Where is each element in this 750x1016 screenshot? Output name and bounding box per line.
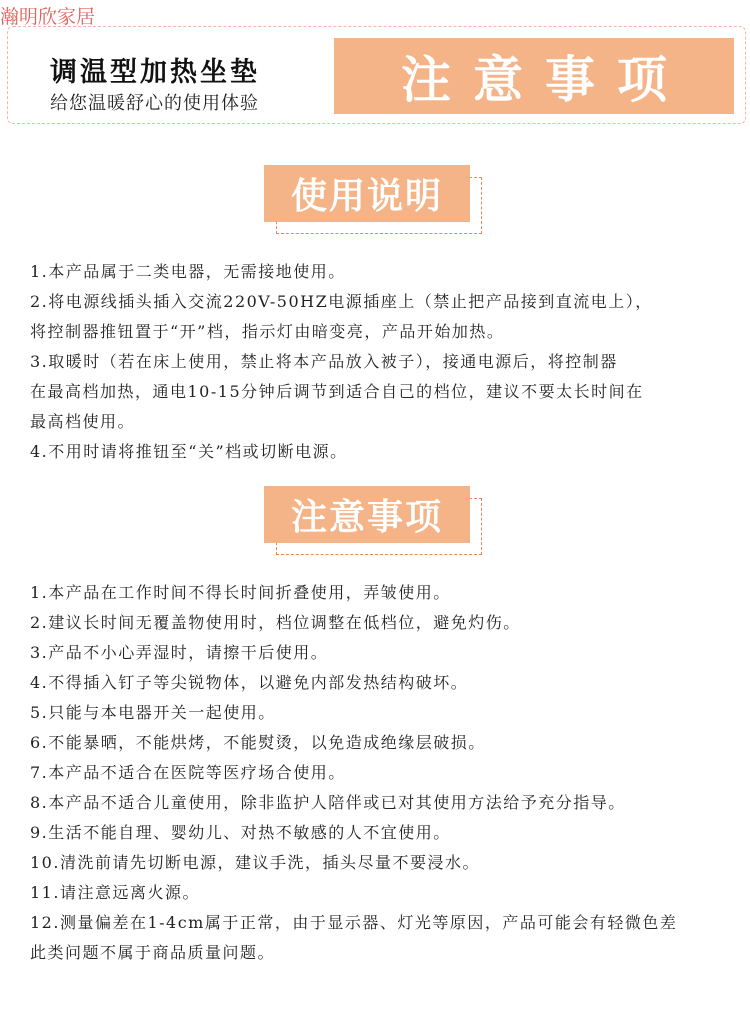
precaution-line: 6.不能暴晒，不能烘烤，不能熨烫，以免造成绝缘层破损。 [30, 733, 486, 752]
product-title: 调温型加热坐垫 [50, 57, 260, 88]
precautions-list [30, 578, 677, 968]
precaution-line: 此类问题不属于商品质量问题。 [30, 943, 276, 962]
usage-line: 4.不用时请将推钮至“关”档或切断电源。 [30, 442, 348, 461]
precaution-line: 12.测量偏差在1-4cm属于正常，由于显示器、灯光等原因，产品可能会有轻微色差 [30, 913, 678, 932]
usage-line: 将控制器推钮置于“开”档，指示灯由暗变亮，产品开始加热。 [30, 322, 505, 341]
precaution-line: 7.本产品不适合在医院等医疗场合使用。 [30, 763, 346, 782]
usage-line: 1.本产品属于二类电器，无需接地使用。 [30, 262, 346, 281]
precaution-line: 2.建议长时间无覆盖物使用时，档位调整在低档位，避免灼伤。 [30, 613, 521, 632]
heading-box [264, 486, 470, 543]
usage-line: 2.将电源线插头插入交流220V-50HZ电源插座上（禁止把产品接到直流电上）， [30, 292, 653, 311]
precaution-line: 10.清洗前请先切断电源，建议手洗，插头尽量不要浸水。 [30, 853, 480, 872]
precaution-line: 1.本产品在工作时间不得长时间折叠使用，弄皱使用。 [30, 583, 451, 602]
heading-box [264, 165, 470, 222]
product-subtitle: 给您温暖舒心的使用体验 [50, 93, 259, 114]
precaution-line: 11.请注意远离火源。 [30, 883, 200, 902]
precaution-line: 3.产品不小心弄湿时，请擦干后使用。 [30, 643, 329, 662]
usage-heading-text: 使用说明 [290, 176, 443, 217]
precaution-line: 5.只能与本电器开关一起使用。 [30, 703, 276, 722]
precaution-line: 8.本产品不适合儿童使用，除非监护人陪伴或已对其使用方法给予充分指导。 [30, 793, 626, 812]
brand-logo-text: 瀚明欣家居 [0, 6, 96, 28]
precautions-section-heading [264, 486, 470, 543]
precaution-line: 4.不得插入钉子等尖锐物体，以避免内部发热结构破坏。 [30, 673, 469, 692]
notice-banner [334, 38, 734, 114]
notice-banner-text: 注意事项 [401, 51, 689, 109]
precaution-line: 9.生活不能自理、婴幼儿、对热不敏感的人不宜使用。 [30, 823, 451, 842]
usage-line: 3.取暖时（若在床上使用，禁止将本产品放入被子），接通电源后，将控制器 [30, 352, 618, 371]
usage-instructions [30, 257, 653, 467]
usage-line: 在最高档加热，通电10-15分钟后调节到适合自己的档位，建议不要太长时间在 [30, 382, 644, 401]
precautions-heading-text: 注意事项 [290, 497, 443, 538]
usage-line: 最高档使用。 [30, 412, 136, 431]
usage-section-heading [264, 165, 470, 222]
